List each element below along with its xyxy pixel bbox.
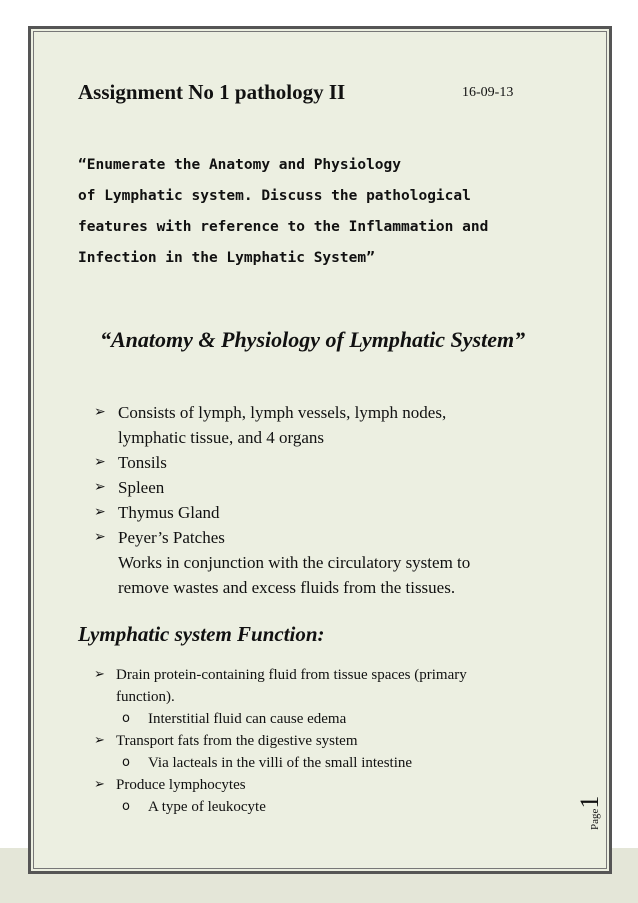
section-heading-function: Lymphatic system Function: xyxy=(78,622,325,646)
list-item-continuation: lymphatic tissue, and 4 organs xyxy=(118,428,325,447)
assignment-date: 16-09-13 xyxy=(462,85,514,100)
arrow-bullet-icon: ➢ xyxy=(94,479,106,495)
question-line: features with reference to the Inflammation and xyxy=(78,219,489,235)
question-line: of Lymphatic system. Discuss the pathological xyxy=(78,188,471,204)
arrow-bullet-icon: ➢ xyxy=(94,454,106,470)
list-item: ➢ Produce lymphocytes xyxy=(94,774,467,796)
arrow-bullet-icon: ➢ xyxy=(94,777,105,792)
section-heading-anatomy: “Anatomy & Physiology of Lymphatic System” xyxy=(100,327,526,352)
arrow-bullet-icon: ➢ xyxy=(94,733,105,748)
arrow-bullet-icon: ➢ xyxy=(94,504,106,520)
function-list xyxy=(94,664,467,818)
assignment-question xyxy=(78,150,488,274)
arrow-bullet-icon: ➢ xyxy=(94,404,106,420)
arrow-bullet-icon: ➢ xyxy=(94,529,106,545)
list-item: ➢ Consists of lymph, lymph vessels, lymph nodes, xyxy=(94,400,470,425)
circle-bullet-icon: o xyxy=(122,799,130,814)
list-item: ➢ Spleen xyxy=(94,475,470,500)
page-number-label xyxy=(575,796,605,830)
sub-list-item: o Via lacteals in the villi of the small intestine xyxy=(94,752,467,774)
circle-bullet-icon: o xyxy=(122,755,130,770)
question-line: “Enumerate the Anatomy and Physiology xyxy=(78,157,402,173)
arrow-bullet-icon: ➢ xyxy=(94,667,105,682)
page-word: Page xyxy=(589,808,601,830)
question-line: Infection in the Lymphatic System” xyxy=(78,250,375,266)
list-item-continuation: function). xyxy=(116,689,175,705)
sub-list-item: o Interstitial fluid can cause edema xyxy=(94,708,467,730)
assignment-title: Assignment No 1 pathology II xyxy=(78,80,346,104)
list-item: ➢ Thymus Gland xyxy=(94,500,470,525)
sub-list-item: o A type of leukocyte xyxy=(94,796,467,818)
list-item: ➢ Drain protein-containing fluid from tissue spaces (primary xyxy=(94,664,467,686)
list-item: ➢ Peyer’s Patches xyxy=(94,525,470,550)
list-paragraph: Works in conjunction with the circulatory system to xyxy=(118,553,471,572)
anatomy-list xyxy=(94,400,470,600)
page-number: 1 xyxy=(575,795,604,809)
list-paragraph: remove wastes and excess fluids from the tissues. xyxy=(118,578,456,597)
list-item: ➢ Tonsils xyxy=(94,450,470,475)
circle-bullet-icon: o xyxy=(122,711,130,726)
list-item: ➢ Transport fats from the digestive system xyxy=(94,730,467,752)
